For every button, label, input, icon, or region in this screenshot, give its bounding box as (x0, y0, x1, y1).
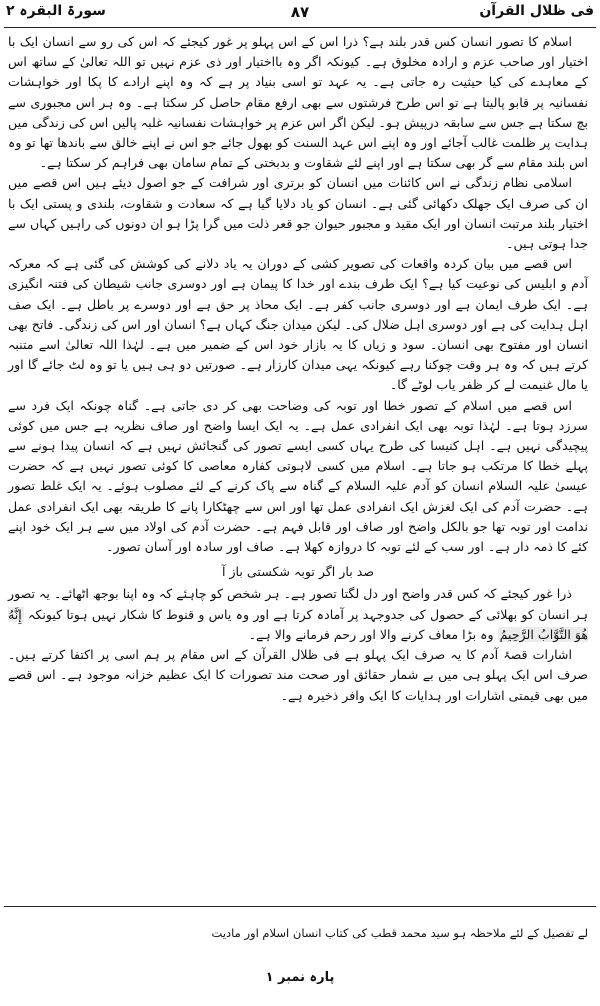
footnote: لے تفصیل کے لئے ملاحظہ ہو سید محمد قطب کی کتاب انسان اسلام اور مادیت (211, 926, 588, 940)
paragraph: اشارات قصۂ آدم کا یہ صرف ایک پہلو ہے فی ظلال القرآن کے اس مقام پر ہم اسی پر اکتفا کرتے ہیں۔ صرف اس ایک پہلو ہی میں بے شمار حقائق اور صحت مند تصورات کا ایک عظیم خزانہ موجود ہے۔ اس قصے میں بھی قیمتی اشارات اور ہدایات کا ایک وافر ذخیرہ ہے۔ (8, 647, 588, 703)
page-number: ۸۷ (290, 3, 310, 21)
paragraph: اسلام کا تصور انسان کس قدر بلند ہے؟ ذرا اس کے اس پہلو پر غور کیجئے کہ اس کی رو سے انسان ایک با اختیار اور صاحب عزم و ارادہ مخلوق ہے۔ کیونکہ اگر وہ بااختیار اور ذی عزم نہیں تو اللہ تعالیٰ کے ساتھ اس کے معاہدے کی کیا حیثیت رہ جاتی ہے۔ یہ عہد تو اسی بنیاد پر ہے کہ وہ اپنے ارادے کا پکا اور خواہشات نفسانیہ پر قابو پالیتا ہے تو اس طرح فرشتوں سے بھی ارفع مقام حاصل کر سکتا ہے۔ وہ ہر اس مجبوری سے بچ سکتا ہے جس سے سابقہ درپیش ہو۔ لیکن اگر اس عزم پر خواہشات نفسانیہ غلبہ پالیں اس کی زندگی میں ہدایت پر ظلمت غالب آجائے اور وہ اپنے اس عہد السنت کو بھول جائے جو اس نے اپنے خالق سے باندھا تھا تو وہ اس بلند مقام سے گر بھی سکتا ہے اور اپنے لئے شقاوت و بدبختی کے تمام سامان بھی فراہم کر سکتا ہے۔ (8, 34, 588, 171)
paragraph: اس قصے میں اسلام کے تصور خطا اور توبہ کی وضاحت بھی کر دی جاتی ہے۔ گناہ چونکہ ایک فرد سے سرزد ہوتا ہے۔ لہٰذا توبہ بھی ایک انفرادی عمل ہے۔ یہ ایک ایسا واضح اور صاف نظریہ ہے جس میں کوئی پیچیدگی نہیں ہے۔ اہل کنیسا کی طرح یہاں کسی ایسے تصور کی گنجائش نہیں ہے کہ انسان پیدا ہونے سے پہلے خطا کا مرتکب ہو جاتا ہے۔ اسلام میں کسی لاہوتی کفارہ معاصی کا کوئی تصور نہیں ہے کہ حضرت عیسیٰ علیہ السلام انسان کو آدم علیہ السلام کے گناہ سے پاک کرنے کے لئے مصلوب ہوئے۔ یہ ایک غلط تصور ہے۔ حضرت آدم کی ایک لغزش ایک انفرادی عمل تھا اور اس سے چھٹکارا پانے کا طریقہ بھی ایک انفرادی عمل ندامت اور توبہ تھا جو بالکل واضح اور صاف اور قابل فہم ہے۔ حضرت آدم کی اولاد میں سے ہر ایک خود اپنے کئے کا ذمہ دار ہے۔ اور سب کے لئے توبہ کا دروازہ کھلا ہے۔ صاف اور سادہ اور آسان تصور۔ (8, 397, 588, 555)
paragraph-text: وہ بڑا معاف کرنے والا اور رحم فرمانے والا ہے۔ (248, 626, 494, 642)
main-text (8, 32, 588, 706)
juz-label: پارہ نمبر ۱ (265, 970, 335, 985)
surah-title: سورۃ البقرہ ۲ (6, 3, 106, 19)
footnote-divider (4, 906, 596, 907)
header-divider (4, 27, 596, 28)
paragraph: اس قصے میں بیان کردہ واقعات کی تصویر کشی کے دوران یہ یاد دلانے کی کوشش کی گئی ہے کہ معرکہ آدم و ابلیس کی نوعیت کیا ہے؟ ایک طرف بندے اور خدا کا پیمان ہے اور دوسری جانب شیطان کی فتنہ انگیزی ہے۔ ایک طرف ایمان ہے اور دوسری جانب کفر ہے۔ ایک محاذ پر حق ہے اور دوسرے پر باطل ہے۔ ایک صف اہل ہدایت کی ہے اور دوسری اہل ضلال کی۔ لیکن میدان جنگ کہاں ہے؟ انسان اور اس کی زندگی۔ فاتح بھی انسان اور مفتوح بھی انسان۔ سود و زیاں کا یہ بازار خود اس کے ضمیر میں ہے۔ لہٰذا اللہ تعالیٰ اسے متنبہ کرتے ہیں کہ وہ ہر وقت چوکنا رہے کیونکہ یہی میدان کارزار ہے۔ صورتیں دو ہی ہیں یا تو وہ لٹ جائے گا اور یا مال غنیمت لے کر ظفر یاب لوٹے گا۔ (7, 256, 588, 393)
running-header (0, 0, 600, 26)
book-title: فی ظلال القرآن (479, 3, 594, 19)
paragraph: اسلامی نظام زندگی نے اس کائنات میں انسان کو برتری اور شرافت کے جو اصول دیئے ہیں اس قصے میں ان کی صرف ایک جھلک دکھائی گئی ہے۔ انسان کو یاد دلایا گیا ہے کہ سعادت و شقاوت، بلندی و پستی ایک با اختیار بلند مرتبت انسان اور ایک مقید و مجبور حیوان جو قعر ذلت میں گرا پڑا ہو ان دونوں کی راہیں کہاں سے جدا ہوتی ہیں۔ (8, 175, 588, 252)
persian-couplet: صد بار اگر توبہ شکستی باز آ (221, 564, 375, 580)
quranic-verse: إِنَّهُ هُوَ التَّوَّابُ الرَّحِيمُ (8, 606, 588, 642)
paragraph-text: ذرا غور کیجئے کہ کس قدر واضح اور دل لگتا تصور ہے۔ ہر شخص کو چاہئے کہ وہ اپنا بوجھ اٹھائے۔ یہ تصور ہر انسان کو بھلائی کے حصول کی جدوجہد پر آمادہ کرتا ہے اور وہ یاس و قنوط کا شکار نہیں ہوتا کیونکہ (8, 586, 588, 622)
paragraph (8, 584, 588, 645)
